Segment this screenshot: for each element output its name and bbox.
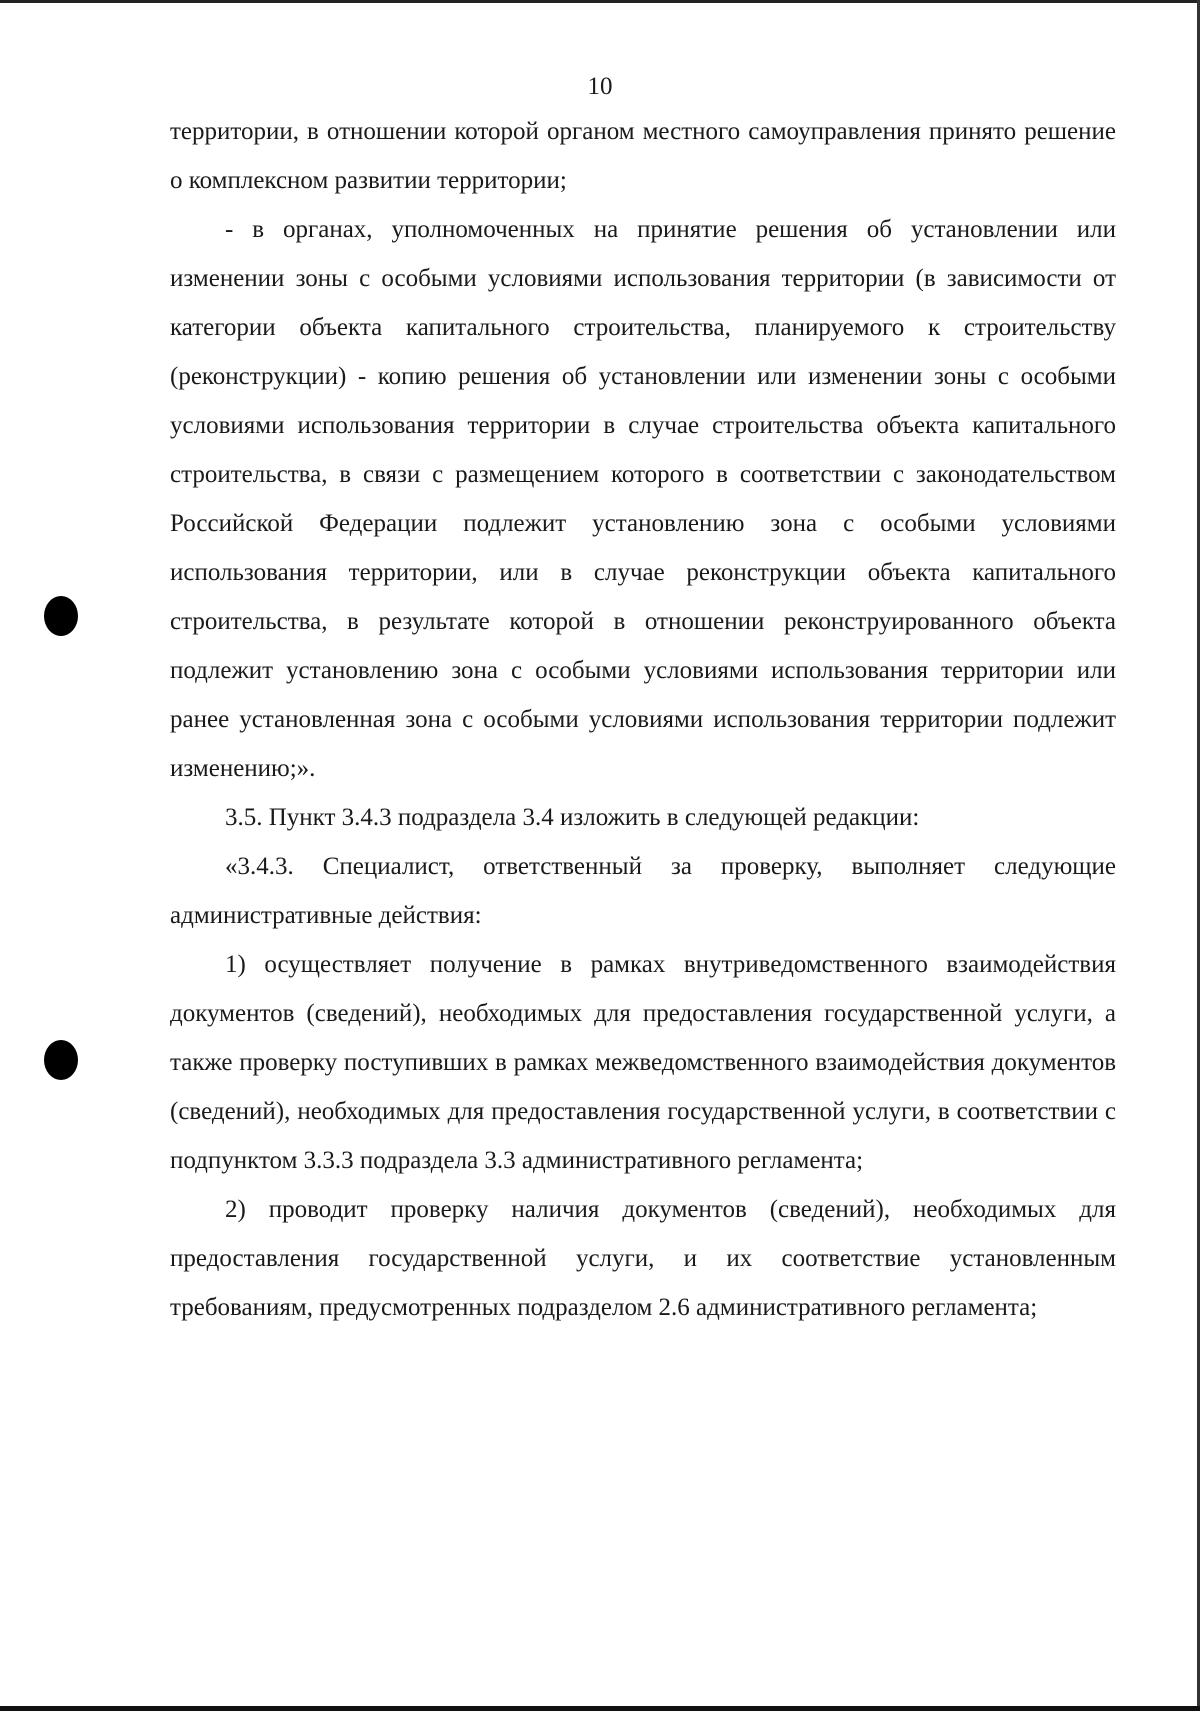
page-number: 10: [587, 73, 613, 100]
scan-edge-top: [0, 0, 1200, 3]
scan-edge-bottom: [0, 1706, 1200, 1711]
document-body: [170, 107, 1116, 1332]
paragraph-continuation: территории, в отношении которой органом местного самоуправления принято решение о комплексном развитии территории;: [170, 118, 1116, 194]
punch-hole-upper: [44, 596, 78, 636]
paragraph-item-1: 1) осуществляет получение в рамках внутриведомственного взаимодействия документов (сведений), необходимых для предоставления государственной услуги, а также проверку поступивших в рамках межведомственного взаимодействия документов (сведений), необходимых для предоставления государственной услуги, в соответствии с подпунктом 3.3.3 подраздела 3.3 административного регламента;: [170, 951, 1116, 1174]
paragraph-3-4-3: «3.4.3. Специалист, ответственный за проверку, выполняет следующие административные действия:: [170, 853, 1116, 929]
paragraph-3-5: 3.5. Пункт 3.4.3 подраздела 3.4 изложить в следующей редакции:: [225, 804, 920, 831]
punch-hole-lower: [44, 1040, 78, 1080]
paragraph-authorities: - в органах, уполномоченных на принятие решения об установлении или изменении зоны с особыми условиями использования территории (в зависимости от категории объекта капитального строительства, планируемого к строительству (реконструкции) - копию решения об установлении или изменении зоны с особыми условиями использования территории в случае строительства объекта капитального строительства, в связи с размещением которого в соответствии с законодательством Российской Федерации подлежит установлению зона с особыми условиями использования территории, или в случае реконструкции объекта капитального строительства, в результате которой в отношении реконструированного объекта подлежит установлению зона с особыми условиями использования территории или ранее установленная зона с особыми условиями использования территории подлежит изменению;».: [170, 216, 1116, 782]
paragraph-item-2: 2) проводит проверку наличия документов (сведений), необходимых для предоставления государственной услуги, и их соответствие установленным требованиям, предусмотренных подразделом 2.6 административного регламента;: [170, 1196, 1116, 1321]
